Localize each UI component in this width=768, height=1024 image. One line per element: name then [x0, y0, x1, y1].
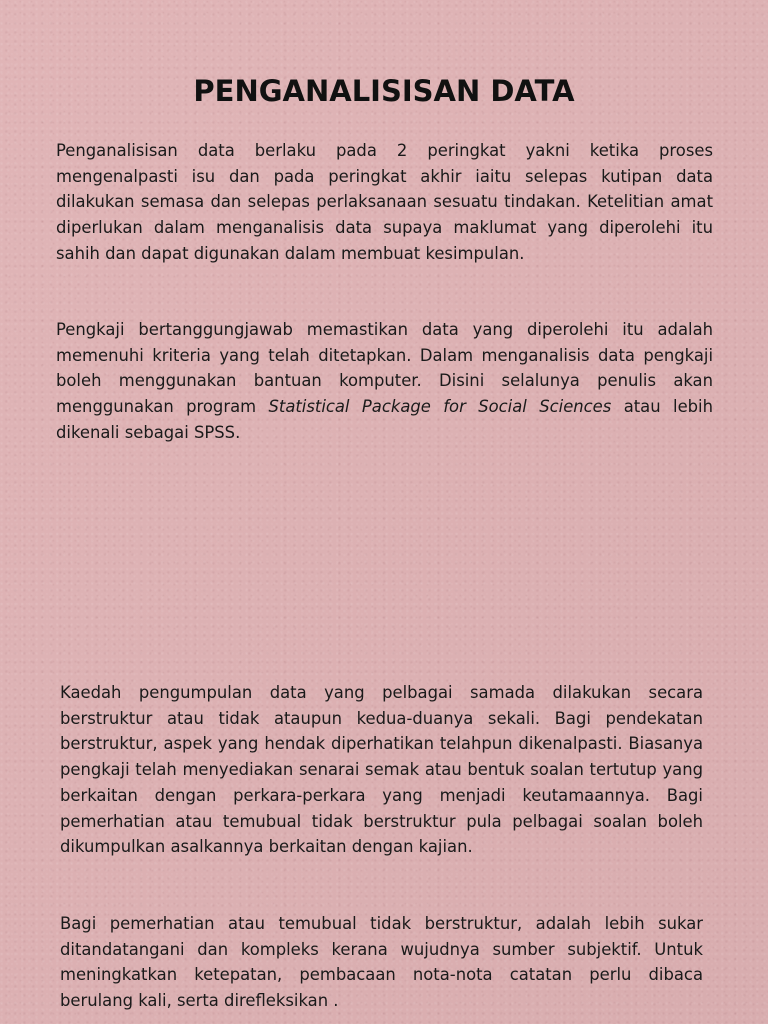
paragraph-data-collection-methods: Kaedah pengumpulan data yang pelbagai samada dilakukan secara berstruktur atau tidak ataupun kedua-duanya sekali. Bagi pendekatan berstruktur, aspek yang hendak diperhatikan telahpun dikenalpasti. Biasanya pengkaji telah menyediakan senarai semak atau bentuk soalan tertutup yang berkaitan dengan perkara-perkara yang menjadi keutamaannya. Bagi pemerhatian atau temubual tidak berstruktur pula pelbagai soalan boleh dikumpulkan asalkannya berkaitan dengan kajian.: [60, 683, 703, 857]
paragraph-text: Pengkaji bertanggungjawab memastikan data yang diperolehi itu adalah memenuhi kriteria yang telah ditetapkan. Dalam menganalisis data pengkaji boleh menggunakan bantuan komputer. Disini selalunya penulis akan menggunakan program: [56, 320, 713, 417]
page-title: PENGANALISISAN DATA: [193, 74, 575, 108]
paragraph-unstructured-observation: Bagi pemerhatian atau temubual tidak berstruktur, adalah lebih sukar ditandatangani dan kompleks kerana wujudnya sumber subjektif. Untuk meningkatkan ketepatan, pembacaan nota-nota catatan perlu dibaca berulang kali, serta direfleksikan .: [60, 914, 703, 1011]
spss-full-name: Statistical Package for Social Sciences: [268, 397, 612, 417]
paragraph-analysis-stages: Penganalisisan data berlaku pada 2 peringkat yakni ketika proses mengenalpasti isu dan pada peringkat akhir iaitu selepas kutipan data dilakukan semasa dan selepas perlaksanaan sesuatu tindakan. Ketelitian amat diperlukan dalam menganalisis data supaya maklumat yang diperolehi itu sahih dan dapat digunakan dalam membuat kesimpulan.: [56, 141, 713, 263]
paragraph-text: atau lebih dikenali sebagai SPSS.: [56, 397, 714, 442]
paragraph-researcher-responsibility: [56, 317, 713, 446]
